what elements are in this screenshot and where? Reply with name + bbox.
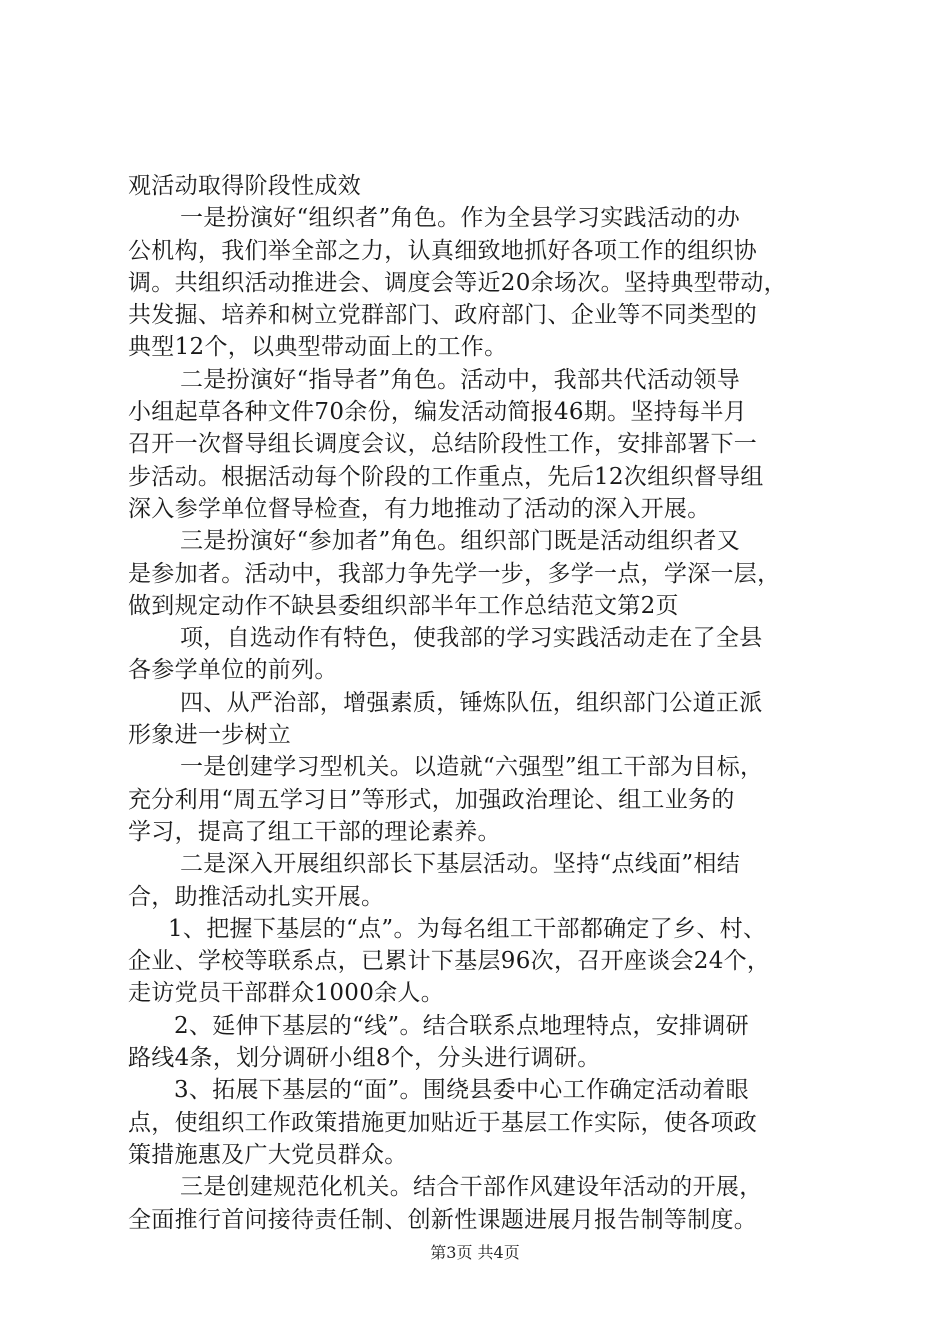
text-line: 各参学单位的前列。 [128,657,338,684]
paragraph-line: 三是创建规范化机关。结合干部作风建设年活动的开展， [180,1174,763,1201]
text-line: 观活动取得阶段性成效 [128,173,361,199]
text-line: 充分利用“周五学习日”等形式，加强政治理论、组工业务的 [128,786,735,813]
text-line: 召开一次督导组长调度会议，总结阶段性工作，安排部署下一 [128,431,758,458]
text-line: 做到规定动作不缺县委组织部半年工作总结范文第2页 [128,592,679,619]
paragraph-line: 一是创建学习型机关。以造就“六强型”组工干部为目标， [180,754,764,781]
text-line: 调。共组织活动推进会、调度会等近20余场次。坚持典型带动， [128,269,787,296]
text-line: 典型12个，以典型带动面上的工作。 [128,334,508,361]
paragraph-line: 二是扮演好“指导者”角色。活动中，我部共代活动领导 [180,366,741,393]
text-line: 合，助推活动扎实开展。 [128,883,385,910]
text-line: 步活动。根据活动每个阶段的工作重点，先后12次组织督导组 [128,463,764,490]
text-line: 小组起草各种文件70余份，编发活动简报46期。坚持每半月 [128,399,747,426]
text-line: 点，使组织工作政策措施更加贴近于基层工作实际，使各项政 [128,1109,758,1136]
text-line: 全面推行首问接待责任制、创新性课题进展月报告制等制度。 [128,1206,758,1233]
text-line: 路线4条，划分调研小组8个，分头进行调研。 [128,1045,601,1072]
paragraph-line: 三是扮演好“参加者”角色。组织部门既是活动组织者又 [180,528,741,555]
text-line: 学习，提高了组工干部的理论素养。 [128,818,501,845]
paragraph-line: 一是扮演好“组织者”角色。作为全县学习实践活动的办 [180,205,741,232]
paragraph-line: 3、拓展下基层的“面”。围绕县委中心工作确定活动着眼 [174,1077,749,1104]
document-body [128,170,838,1236]
text-line: 深入参学单位督导检查，有力地推动了活动的深入开展。 [128,495,711,522]
text-line: 策措施惠及广大党员群众。 [128,1141,408,1168]
paragraph-line: 项，自选动作有特色，使我部的学习实践活动走在了全县 [180,625,763,652]
text-line: 走访党员干部群众1000余人。 [128,980,445,1007]
text-line: 是参加者。活动中，我部力争先学一步，多学一点，学深一层， [128,560,781,587]
page-number-footer: 第3页 共4页 [430,1243,520,1262]
section-heading-line: 四、从严治部，增强素质，锤炼队伍，组织部门公道正派 [180,689,763,716]
paragraph-line: 1、把握下基层的“点”。为每名组工干部都确定了乡、村、 [168,915,767,942]
text-line: 共发掘、培养和树立党群部门、政府部门、企业等不同类型的 [128,302,758,329]
paragraph-line: 2、延伸下基层的“线”。结合联系点地理特点，安排调研 [174,1012,749,1039]
paragraph-line: 二是深入开展组织部长下基层活动。坚持“点线面”相结 [180,851,741,878]
text-line: 企业、学校等联系点，已累计下基层96次，召开座谈会24个， [128,948,771,975]
section-heading-line: 形象进一步树立 [128,722,292,749]
text-line: 公机构，我们举全部之力，认真细致地抓好各项工作的组织协 [128,237,758,264]
